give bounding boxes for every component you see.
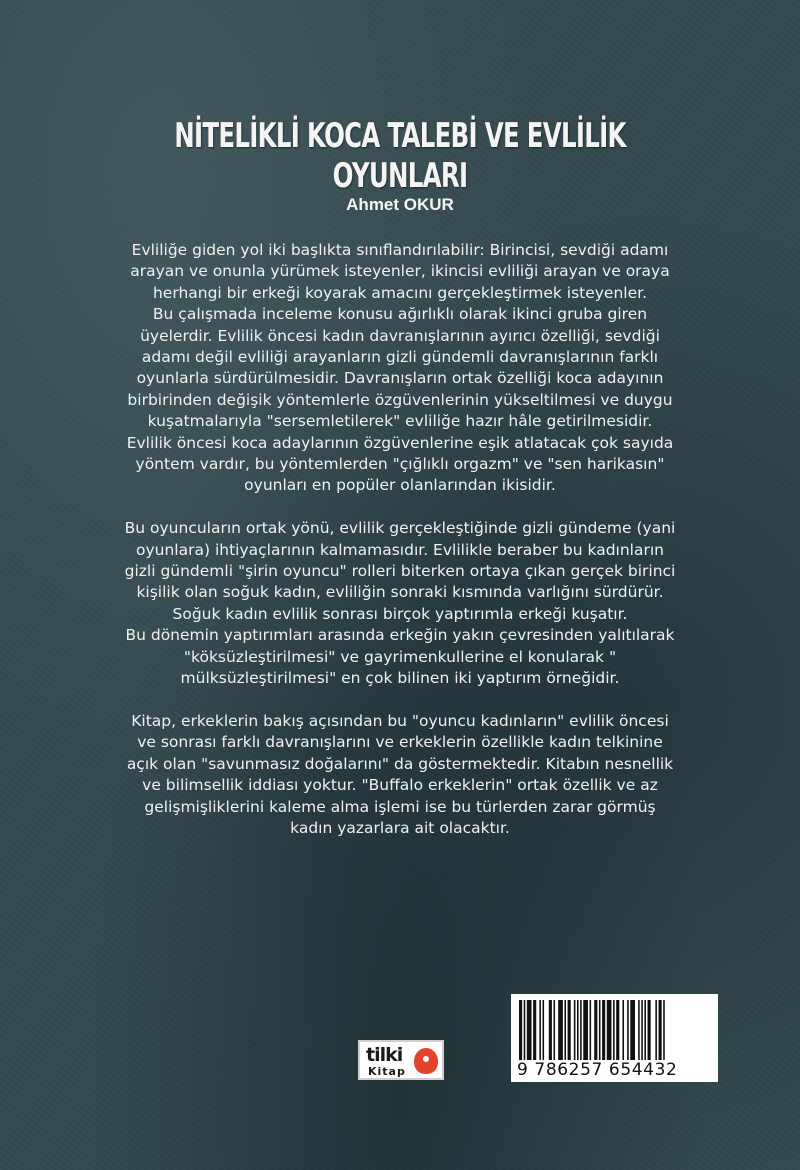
book-title: NİTELİKLİ KOCA TALEBİ VE EVLİLİK OYUNLARI bbox=[174, 116, 626, 196]
barcode-bars bbox=[517, 1000, 712, 1060]
barcode-bar bbox=[524, 1000, 526, 1060]
barcode-bar bbox=[590, 1000, 592, 1060]
barcode-bar bbox=[527, 1000, 532, 1060]
barcode-bar bbox=[602, 1000, 605, 1060]
barcode-bar bbox=[663, 1000, 665, 1060]
barcode-bar bbox=[659, 1000, 662, 1060]
barcode-bar bbox=[644, 1000, 646, 1060]
publisher-logo bbox=[358, 1040, 444, 1080]
barcode-bar bbox=[616, 1000, 619, 1060]
barcode-bar bbox=[577, 1000, 579, 1060]
barcode-bar bbox=[613, 1000, 615, 1060]
barcode-bar bbox=[607, 1000, 612, 1060]
author-name: Ahmet OKUR bbox=[346, 195, 454, 214]
barcode-bar bbox=[543, 1000, 545, 1060]
publisher-logo-subtext: Kitap bbox=[368, 1065, 406, 1078]
blurb-paragraph: Bu oyuncuların ortak yönü, evlilik gerçekleştiğinde gizli gündeme (yani oyunlara) ihtiyaçlarının kalmamasıdır. Evlilikle beraber bu kadınların gizli gündemli "şirin oyuncu" rolleri biterken ortaya çıkan gerçek birinci kişilik olan soğuk kadın, evliliğin sonraki kısmında varlığını sürdürür. Soğuk kadın evlilik sonrası birçok yaptırımla erkeği kuşatır. Bu dönemin yaptırımları arasında erkeğin yakın çevresinden yalıtılarak "köksüzleştirilmesi" ve gayrimenkullerine el konularak " mülksüzleştirilmesi" en çok bilinen iki yaptırım örneğidir. bbox=[124, 519, 676, 688]
fox-icon bbox=[414, 1048, 438, 1074]
barcode-bar bbox=[648, 1000, 651, 1060]
barcode-bar bbox=[574, 1000, 576, 1060]
blurb-paragraph: Evliliğe giden yol iki başlıkta sınıflandırılabilir: Birincisi, sevdiği adamı arayan ve onunla yürümek isteyenler, ikincisi evliliği arayan ve oraya herhangi bir erkeği koyarak amacını gerçekleştirmek isteyenler. Bu çalışmada inceleme konusu ağırlıklı olarak ikinci gruba giren üyelerdir. Evlilik öncesi kadın davranışlarının ayırıcı özelliği, sevdiği adamı değil evliliği arayanların gizli gündemli davranışlarının farklı oyunlarla sürdürülmesidir. Davranışların ortak özelliği koca adayının birbirinden değişik yöntemlerle özgüvenlerinin yükseltilmesi ve duygu kuşatmalarıyla "sersemletilerek" evliliğe hazır hâle getirilmesidir. Evlilik öncesi koca adaylarının özgüvenlerine eşik atlatacak çok sayıda yöntem vardır, bu yöntemlerden "çığlıklı orgazm" ve "sen harikasın" oyunları en popüler olanlarından ikisidir. bbox=[126, 241, 674, 495]
barcode-bar bbox=[594, 1000, 597, 1060]
barcode-bar bbox=[641, 1000, 643, 1060]
barcode-bar bbox=[558, 1000, 563, 1060]
blurb-paragraph: Kitap, erkeklerin bakış açısından bu "oyuncu kadınların" evlilik öncesi ve sonrası farklı davranışlarını ve erkeklerin özellikle kadın telkinine açık olan "savunmasız doğalarını" da göstermektedir. Kitabın nesnellik ve bilimsellik iddiası yoktur. "Buffalo erkeklerin" ortak özellik ve az gelişmişliklerini kaleme alma işlemi ise bu türlerden zarar görmüş kadın yazarlara ait olacaktır. bbox=[126, 711, 674, 837]
publisher-logo-text: tilki bbox=[366, 1044, 403, 1066]
barcode-bar bbox=[630, 1000, 635, 1060]
barcode-bar bbox=[519, 1000, 522, 1060]
blurb-text bbox=[54, 240, 746, 861]
barcode-bar bbox=[580, 1000, 582, 1060]
barcode-bar bbox=[599, 1000, 601, 1060]
isbn-barcode bbox=[511, 994, 718, 1082]
barcode-bar bbox=[564, 1000, 566, 1060]
barcode-bar bbox=[627, 1000, 629, 1060]
barcode-bar bbox=[533, 1000, 536, 1060]
isbn-number: 9 786257 654432 bbox=[517, 1060, 678, 1080]
barcode-bar bbox=[655, 1000, 657, 1060]
barcode-bar bbox=[539, 1000, 541, 1060]
barcode-bar bbox=[549, 1000, 552, 1060]
barcode-bar bbox=[568, 1000, 571, 1060]
barcode-bar bbox=[583, 1000, 588, 1060]
barcode-bar bbox=[638, 1000, 640, 1060]
barcode-bar bbox=[553, 1000, 555, 1060]
barcode-bar bbox=[622, 1000, 624, 1060]
